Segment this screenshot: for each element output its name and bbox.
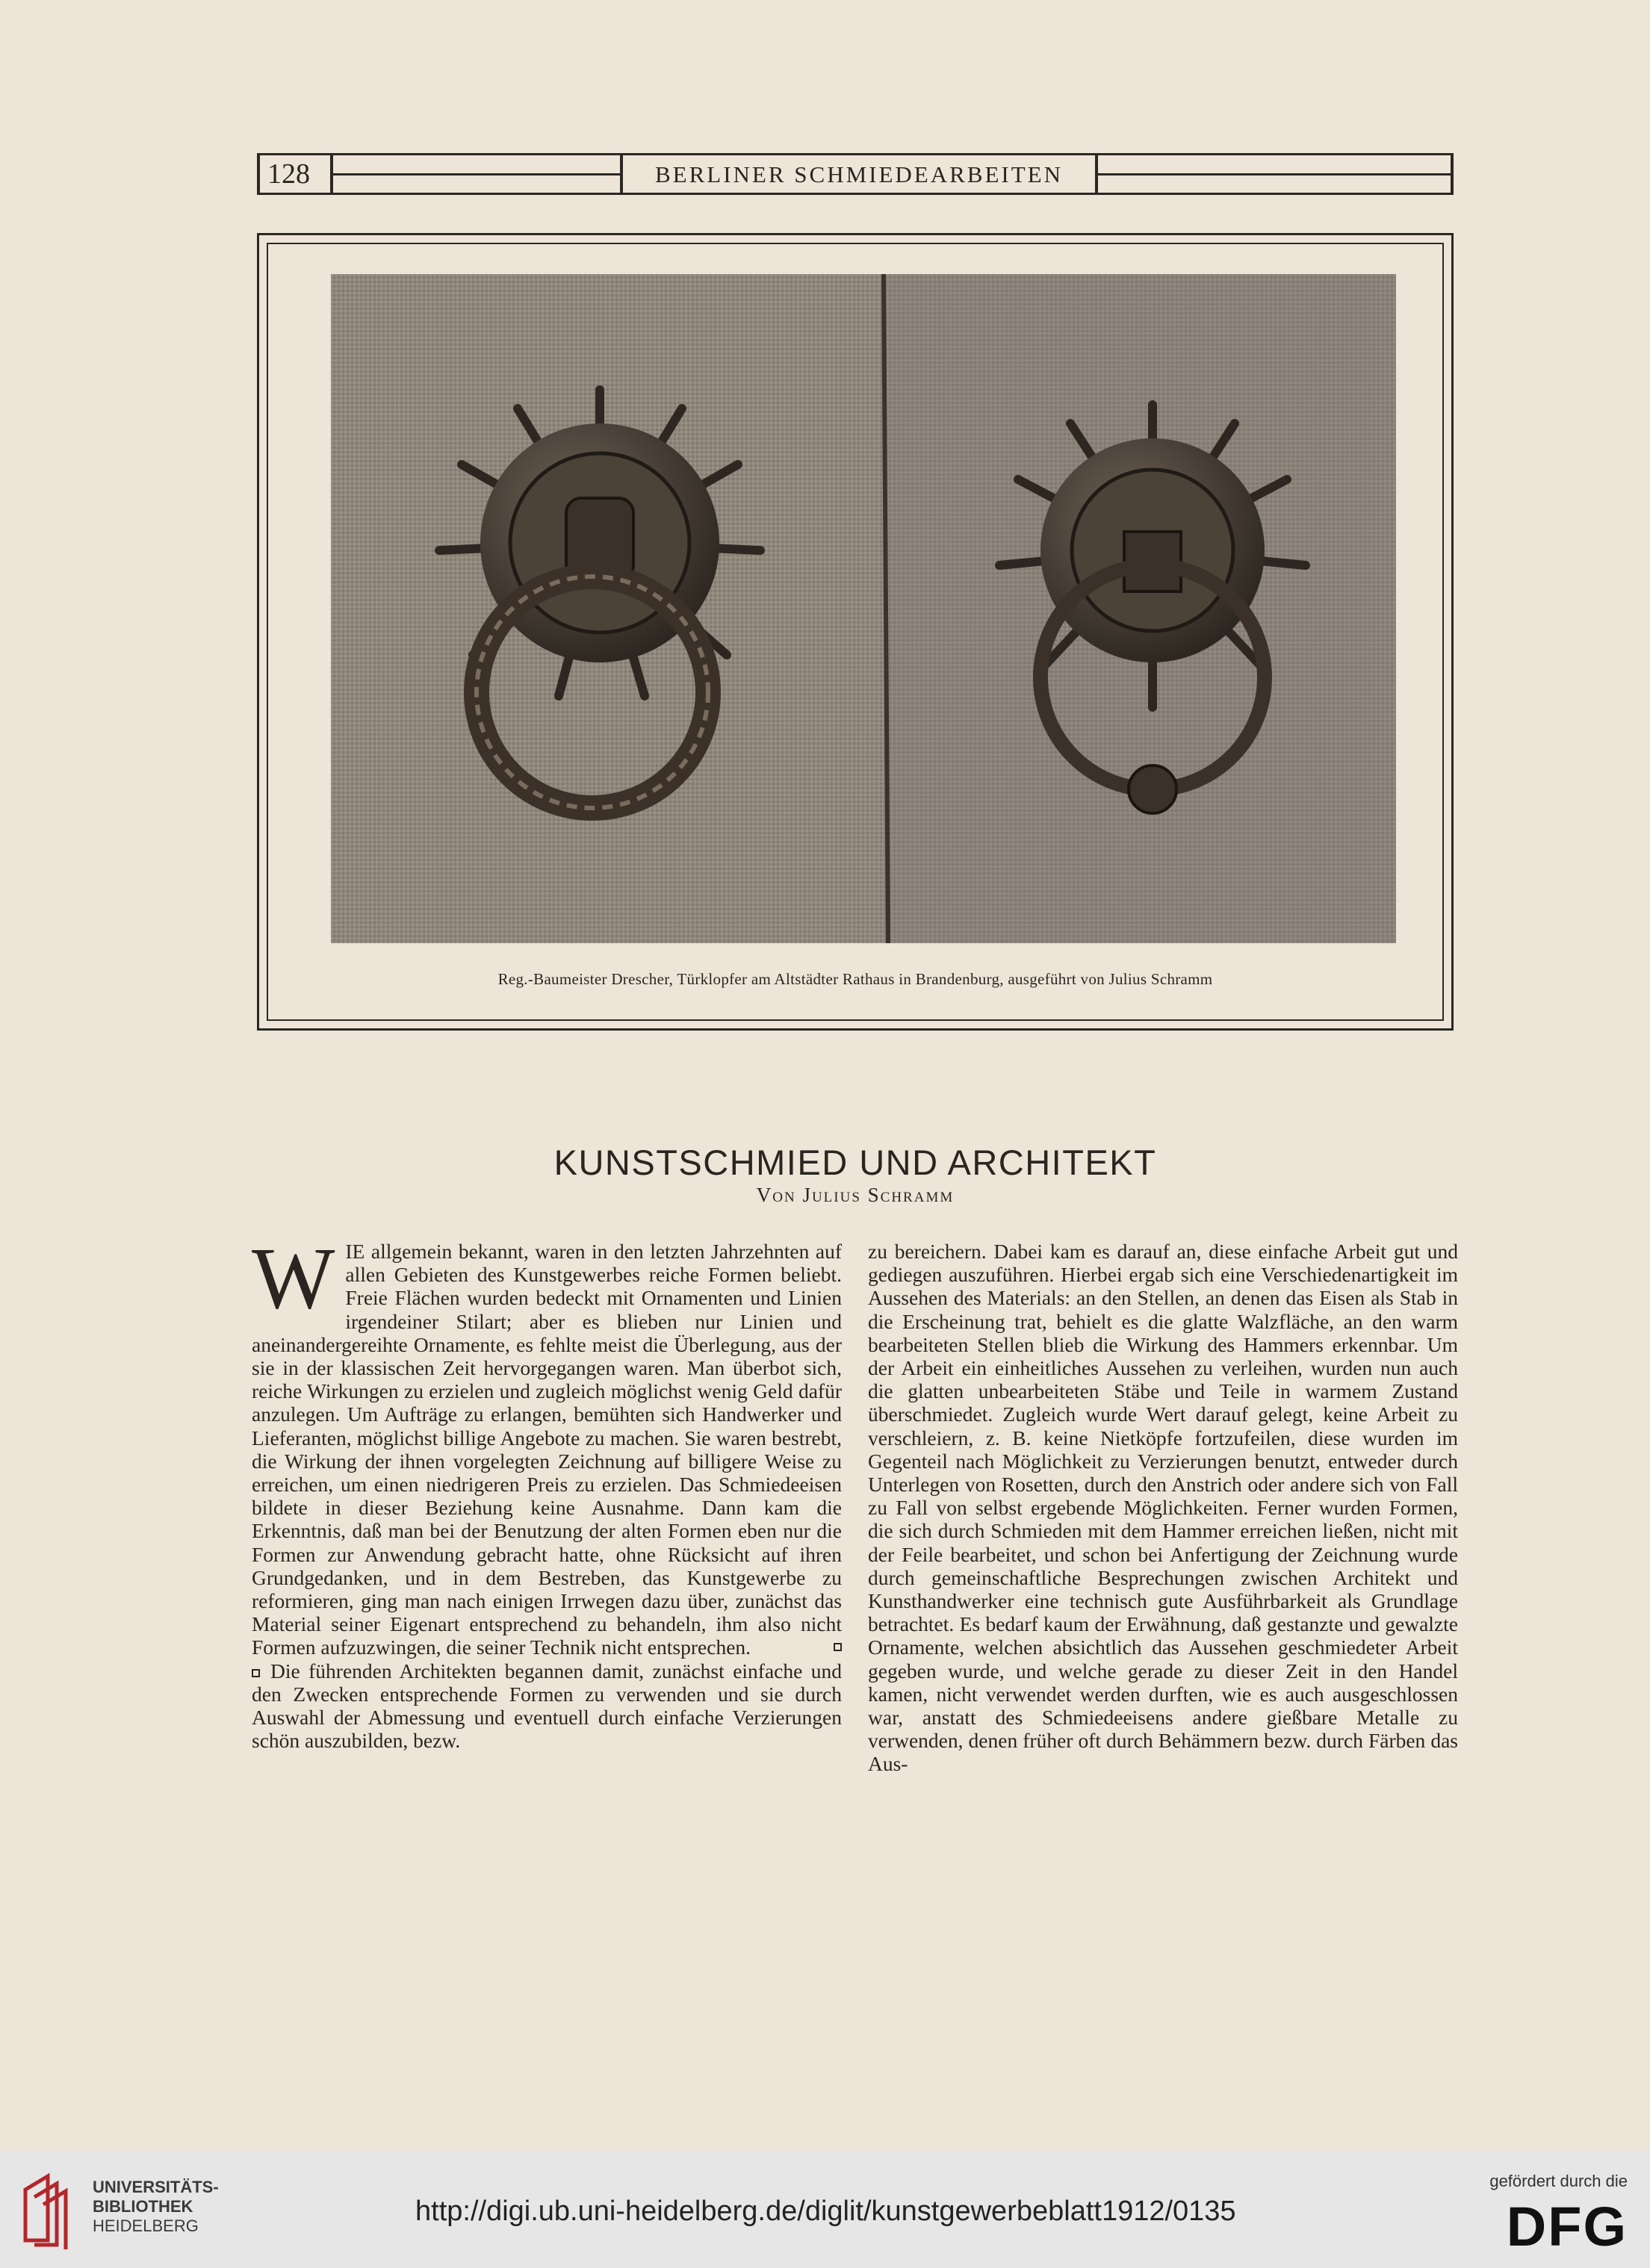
paragraph (252, 1229, 842, 1659)
door-knocker-photo (331, 274, 1396, 943)
drop-cap: W (252, 1229, 335, 1327)
text-column-right (868, 1240, 1458, 1776)
paragraph-mark-icon (252, 1669, 260, 1677)
header-bar-left (257, 153, 260, 195)
funder-label: gefördert durch die (1489, 2172, 1628, 2190)
dfg-logo-icon[interactable]: DFG (1506, 2196, 1628, 2258)
header-bar-right (1451, 153, 1454, 195)
paragraph-mark-icon (834, 1643, 842, 1651)
paragraph-text: Die führenden Architekten begannen damit, zunächst einfache und den Zwecken entsprechende Formen zu verwenden und sie durch Auswahl der Abmessung und eventuell durch einfache Verzierungen schön auszubilden, bezw. (252, 1659, 842, 1753)
ub-heidelberg-logo-icon[interactable] (18, 2167, 87, 2249)
paragraph (868, 1240, 1458, 1776)
library-line-2: BIBLIOTHEK (93, 2197, 193, 2216)
text-column-left (252, 1229, 842, 1753)
article-title: KUNSTSCHMIED UND ARCHITEKT (553, 1143, 1157, 1183)
article-byline: Von Julius Schramm (756, 1184, 955, 1206)
page-number: 128 (267, 158, 310, 190)
paragraph-text: IE allgemein bekannt, waren in den letzten Jahrzehnten auf allen Gebieten des Kunstgewerbes reiche Formen beliebt. Freie Flächen wurden bedeckt mit Ornamenten und Linien irgendeiner Stilart; aber es blieben nur Linien und aneinandergereihte Ornamente, es fehlte meist die Überlegung, aus der sie in der klassischen Zeit hervorgegangen waren. Man überbot sich, reiche Wirkungen zu erzielen und zugleich möglichst wenig Geld dafür anzulegen. Um Aufträge zu erlangen, bemühten sich Handwerker und Lieferanten, möglichst billige Angebote zu machen. Sie waren bestrebt, die Wirkung der ihnen vorgelegten Zeichnung auf billigere Weise zu erreichen, um einen niedrigeren Preis zu erzielen. Das Schmiedeeisen bildete in dieser Beziehung keine Ausnahme. Dann kam die Erkenntnis, daß man bei der Benutzung der alten Formen eben nur die Formen zur Anwendung gebracht hatte, ohne Rücksicht auf ihren Grundgedanken, und in dem Bestreben, das Kunstgewerbe zu reformieren, ging man nach einigen Irrwegen dazu über, zunächst das Material seiner Eigenart entsprechend zu behandeln, ihm also nicht Formen aufzuzwingen, die seiner Technik nicht entsprechen. (252, 1240, 842, 1659)
running-header (257, 153, 1454, 195)
header-ornament-line-left (333, 173, 620, 175)
library-line-1: UNIVERSITÄTS- (93, 2178, 219, 2196)
library-name (93, 2178, 219, 2236)
paragraph (252, 1659, 842, 1753)
permalink-url[interactable]: http://digi.ub.uni-heidelberg.de/diglit/kunstgewerbeblatt1912/0135 (415, 2196, 1236, 2227)
running-title: BERLINER SCHMIEDEARBEITEN (654, 161, 1063, 187)
paragraph-text: zu bereichern. Dabei kam es darauf an, diese einfache Arbeit gut und gediegen auszuführen. Hierbei ergab sich eine Verschiedenartigkeit im Aussehen des Materials: an den Stellen, an denen das Eisen als Stab in die Erscheinung trat, behielt es die glatte Walzfläche, an den warm bearbeiteten Stellen blieb die Wirkung des Hammers erkennbar. Um der Arbeit ein einheitliches Aussehen zu verleihen, wurden nun auch die glatten unbearbeiteten Stäbe und Teile in warmem Zustand überschmiedet. Zugleich wurde Wert darauf gelegt, keine Arbeit zu verschleiern, z. B. keine Nietköpfe fortzufeilen, diese wurden im Gegenteil nach Möglichkeit zu Verzierungen benutzt, entweder durch Unterlegen von Rosetten, durch den Anstrich oder andere sich von Fall zu Fall von selbst ergebende Möglichkeiten. Ferner wurden Formen, die sich durch Schmieden mit dem Hammer erreichen ließen, nicht mit der Feile bearbeitet, und schon bei Anfertigung der Zeichnung wurde durch gemeinschaftliche Besprechungen zwischen Architekt und Kunsthandwerker eine technisch gute Ausführbarkeit als Grundlage betrachtet. Es bedarf kaum der Erwähnung, daß gestanzte und gewalzte Ornamente, welchen absichtlich das Aussehen geschmiedeter Arbeit gegeben wurde, und welche gerade zu dieser Zeit in den Handel kamen, nicht verwendet werden durften, wie es auch ausgeschlossen war, anstatt des Schmiedeeisens andere gießbare Metalle zu verwenden, denen früher oft durch Behämmern bezw. durch Färben das Aus- (868, 1240, 1458, 1776)
header-rule-top (257, 153, 1454, 155)
figure-caption: Reg.-Baumeister Drescher, Türklopfer am Altstädter Rathaus in Brandenburg, ausgeführt von Julius Schramm (497, 970, 1213, 988)
header-rule-bottom (257, 193, 1454, 195)
header-ornament-line-right (1098, 173, 1451, 175)
library-line-3: HEIDELBERG (93, 2216, 199, 2235)
figure-frame (257, 233, 1454, 1031)
digitization-footer (0, 2151, 1650, 2268)
